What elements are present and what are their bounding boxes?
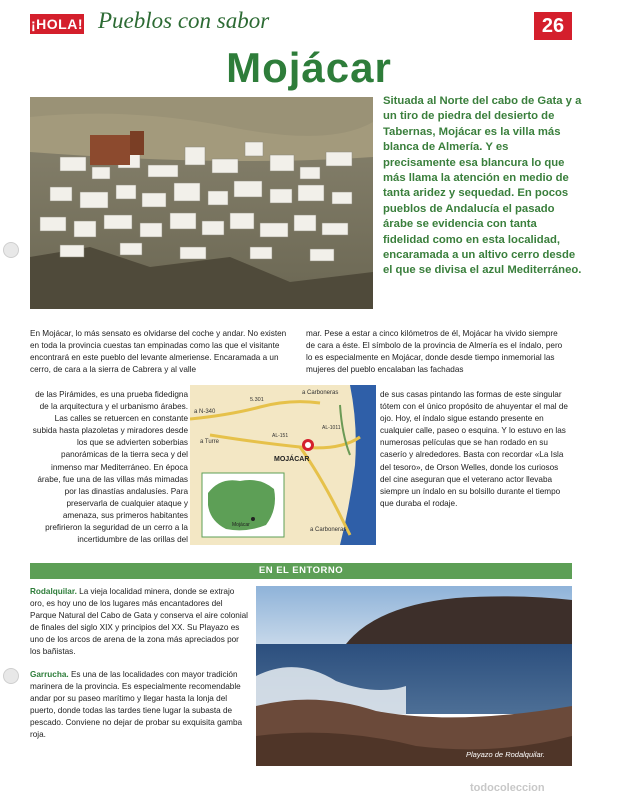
rodalquilar-text: La vieja localidad minera, donde se extrajo oro, es hoy uno de los lugares más encantadores del Parque Natural del Cabo de Gata y conserva el aire colonial de finales del siglo XIX y principios del XX. Su Playazo es uno de los arcos de arena de la zona más apreciados por los bañistas.: [30, 587, 249, 656]
body-col2-narrow: de sus casas pintando las formas de este singular tótem con el único propósito de ahuyentar el mal de ojo. Hoy, el índalo sigue estando presente en cualquier calle, paseo o esquina. Y lo estuvo en las numerosas películas que se han rodado en su caserío y alrededores. Basta con recordar «La Isla del tesoro», de Orson Welles, donde los curiosos del cine aseguran que el veterano actor llevaba siempre un índalo en su bolsillo durante el tiempo que duraba el rodaje.: [380, 390, 568, 508]
series-title: Pueblos con sabor: [98, 8, 270, 33]
hola-logo: ¡HOLA!: [31, 16, 83, 32]
rodalquilar-name: Rodalquilar.: [30, 587, 77, 596]
lead-paragraph: Situada al Norte del cabo de Gata y a un tiro de piedra del desierto de Tabernas, Mojácar es la villa más blanca de Almería. Y es precisamente esa blancura lo que más llama la atención en medio de tanta aridez y sequedad. En pocos pueblos de Andalucía el pasado árabe se evidencia con tanta fidelidad como en esta localidad, encaramada a un altivo cerro desde el que se divisa el azul Mediterráneo.: [383, 95, 582, 277]
map-label-turre: a Turre: [200, 439, 220, 445]
page-number: 26: [534, 12, 572, 40]
map-label-carboneras-north: a Carboneras: [302, 390, 339, 396]
binder-hole: [3, 668, 19, 684]
binder-hole: [3, 242, 19, 258]
map-label-al151: AL-151: [272, 433, 289, 439]
body-col1-top: En Mojácar, lo más sensato es olvidarse del coche y andar. No existen en toda la provincia cuestas tan empinadas como las que el visitante encontrará en este pueblo del levante almeriense. Encaramada a un cerro, de cara a la sierra de Cabrera y al valle: [30, 329, 287, 375]
page-title: Mojácar: [226, 44, 392, 91]
photo-playazo-rodalquilar: [256, 586, 572, 766]
section-bar-entorno: EN EL ENTORNO: [30, 563, 572, 579]
map-label-mojacar: MOJÁCAR: [274, 456, 310, 463]
rodalquilar-paragraph: [30, 586, 250, 657]
map-label-carboneras-south: a Carboneras: [310, 527, 347, 533]
garrucha-text: Es una de las localidades con mayor tradición marinera de la provincia. Es especialmente recomendable andar por su paseo marítimo y llegar hasta la lonja del puerto, donde todas las tardes tiene lugar la subasta de pescado. Conviene no dejar de probar su exquisita gamba roja.: [30, 670, 243, 739]
map-label-5301: 5.301: [250, 397, 264, 403]
photo-caption: Playazo de Rodalquilar.: [466, 750, 545, 759]
hero-photo-mojacar: [30, 97, 373, 309]
entorno-text: [30, 586, 250, 753]
watermark: todocoleccion: [470, 782, 545, 794]
garrucha-name: Garrucha.: [30, 670, 69, 680]
map-label-n340: a N-340: [194, 409, 216, 415]
map-label-al1011: AL-1011: [322, 425, 341, 431]
map-label-inset-mojacar: Mojácar: [232, 522, 250, 528]
body-col1-narrow: de las Pirámides, es una prueba fidedigna de la arquitectura y el urbanismo árabes. Las calles se retuercen en constante subida hasta plazoletas y miradores desde los que se advierten soberbias panorámicas de la tierra seca y del inmenso mar Mediterráneo. En época árabe, fue una de las villas más mimadas por las dinastías andalusíes. Para preservarla de cualquier ataque y amenaza, sus primeros habitantes prefirieron la seguridad de un cerro a la incertidumbre de las orillas del: [32, 390, 188, 545]
garrucha-paragraph: [30, 669, 250, 740]
body-col2-top: mar. Pese a estar a cinco kilómetros de él, Mojácar ha vivido siempre de cara a éste. El símbolo de la provincia de Almería es el índalo, pero lo es especialmente en Mojácar, donde desde tiempo inmemorial las mujeres del pueblo encalaban las fachadas: [306, 329, 563, 375]
location-map: [190, 385, 376, 545]
